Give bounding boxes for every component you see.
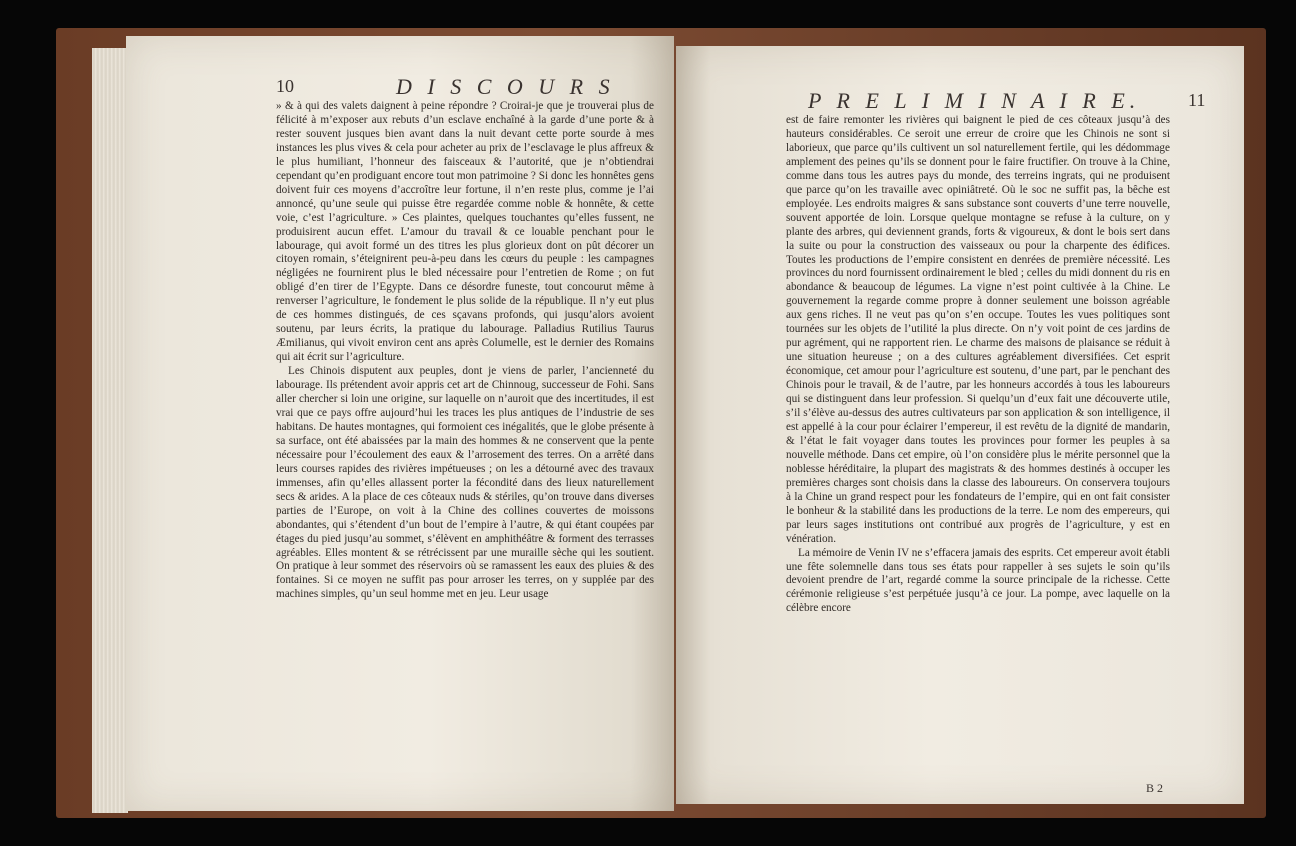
left-body-text xyxy=(276,100,654,602)
running-head: P R E L I M I N A I R E. xyxy=(808,88,1141,113)
signature-mark: B 2 xyxy=(1146,781,1164,795)
page-number: 11 xyxy=(1188,90,1206,110)
paragraph: La mémoire de Venin IV ne s’effacera jamais des esprits. Cet empereur avoit établi une fête solemnelle dans tous ses états pour rappeller à ses sujets le soin qu’ils devoient prendre de l’art, regardé comme la source principale de la richesse. Cette cérémonie religieuse s’est perpétuée jusqu’à ce jour. La pompe, avec laquelle on la célèbre encore xyxy=(786,546,1170,615)
page-number: 10 xyxy=(276,76,294,96)
paragraph: » & à qui des valets daignent à peine répondre ? Croirai-je que je trouverai plus de félicité à m’exposer aux rebuts d’un esclave enchaîné à la garde d’une porte & à rester souvent jusques bien avant dans la nuit devant cette porte sourde à mes instances les plus vives & cela pour acheter au prix de l’esclavage le plus affreux & le plus humiliant, l’honneur des faisceaux & l’autorité, que je n’obtiendrai cependant qu’en prodiguant encore tout mon patrimoine ? Si donc les honnêtes gens doivent fuir ces moyens d’accroître leur fortune, il n’en reste plus, comme je l’ai annoncé, qu’une seule qui puisse être regardée comme noble & honnête, & cette voie, c’est l’agriculture. » Ces plaintes, quelques touchantes qu’elles fussent, ne produisirent aucun effet. L’amour du travail & ce louable penchant pour le labourage, qui avoit formé un des titres les plus glorieux dont on pût décorer un citoyen romain, s’éteignirent peu-à-peu dans les cœurs du peuple : les campagnes négligées ne fournirent plus le bled nécessaire pour l’entretien de Rome ; on fut obligé d’en tirer de l’Egypte. Dans ce désordre funeste, tout concourut même à renverser l’agriculture, le fondement le plus solide de la république. Il n’y eut plus de ces hommes distingués, de ces sçavans profonds, qui jusqu’alors avoient soutenu, par leurs écrits, la pratique du labourage. Palladius Rutilius Taurus Æmilianus, qui vivoit environ cent ans après Columelle, est le dernier des Romains qui ait écrit sur l’agriculture. xyxy=(276,100,654,364)
right-page xyxy=(676,46,1244,804)
paragraph: Les Chinois disputent aux peuples, dont je viens de parler, l’ancienneté du labourage. Ils prétendent avoir appris cet art de Chinnoug, successeur de Fohi. Sans aller chercher si loin une origine, sur laquelle on n’auroit que des incertitudes, il est vrai que ce pays offre aujourd’hui les traces les plus antiques de l’industrie de ses habitans. De hautes montagnes, qui formoient ces inégalités, que le globe présente à sa surface, ont été abaissées par la main des hommes & ne conservent que la pente nécessaire pour l’écoulement des eaux & l’arrosement des terres. On a arrêté dans leurs courses rapides des rivières impétueuses ; on les a détourné avec des travaux immenses, afin qu’elles allassent porter la fécondité dans des lieux naturellement secs & arides. A la place de ces côteaux nuds & stériles, qu’on trouve dans diverses parties de l’Europe, on voit à la Chine des collines couvertes de moissons abondantes, qui s’étendent d’un bout de l’empire à l’autre, & qui étant coupées par étages du pied jusqu’au sommet, s’élèvent en amphithéâtre & forment des terrasses agréables. Elles montent & se rétrécissent par une muraille sèche qui les soutient. On pratique à leur sommet des réservoirs où se ramassent les eaux des pluies & des fontaines. Si ce moyen ne suffit pas pour arroser les terres, on y supplée par des machines simples, qu’un seul homme met en jeu. Leur usage xyxy=(276,365,654,601)
running-head: D I S C O U R S xyxy=(396,74,615,99)
left-page xyxy=(126,36,674,811)
paragraph: est de faire remonter les rivières qui baignent le pied de ces côteaux jusqu’à des hauteurs considérables. Ce seroit une erreur de croire que les Chinois ne sont si laborieux, que parce qu’ils cultivent un sol naturellement fertile, qui les dédommage amplement des peines qu’ils se donnent pour le faire fructifier. On trouve à la Chine, comme dans tous les autres pays du monde, des terreins ingrats, qui ne produisent que parce qu’on les travaille avec opiniâtreté. Où le soc ne suffit pas, la bêche est employée. Les endroits maigres & sans substance sont couverts d’une terre nouvelle, souvent apportée de loin. Lorsque quelque montagne se refuse à la culture, on y plante des arbres, qui deviennent grands, forts & vigoureux, & dont le bois sert dans la suite ou pour la construction des vaisseaux ou pour la charpente des édifices. Toutes les productions de l’empire consistent en denrées de première nécessité. Les provinces du nord fournissent ordinairement le bled ; celles du midi donnent du ris en abondance & beaucoup de légumes. La vigne n’est point cultivée à la Chine. Le gouvernement la regarde comme propre à donner seulement une boisson agréable aux gens riches. Il ne veut pas qu’on s’en occupe. Toutes les vues politiques sont tournées sur les objets de l’utilité la plus directe. On n’y voit point de ces jardins de pur agrément, qui ne rapportent rien. Le charme des maisons de plaisance se réduit à une situation heureuse ; on a des cultures agréablement diversifiées. Cet esprit économique, cet amour pour l’agriculture est soutenu, d’une part, par le penchant des Chinois pour le travail, & de l’autre, par les honneurs accordés à tous les laboureurs qui se distinguent dans leur profession. Si quelqu’un d’eux fait une découverte utile, s’il s’élève au-dessus des autres cultivateurs par son application & son intelligence, il est appellé à la cour pour éclairer l’empereur, il est revêtu de la dignité de mandarin, & l’état le fait voyager dans toutes les provinces pour former les peuples à sa nouvelle méthode. Dans cet empire, où l’on considère plus le mérite personnel que la noblesse héréditaire, la plupart des magistrats & des hommes destinés à occuper les premières charges sont choisis dans la classe des laboureurs. On conservera toujours à la Chine un grand respect pour les fondateurs de l’empire, qui en ont fait consister le bonheur & la stabilité dans les productions de la terre. Le nom des empereurs, qui par leurs sages institutions ont contribué aux progrès de l’agriculture, y est en vénération. xyxy=(786,114,1170,545)
page-edges xyxy=(92,48,128,813)
right-body-text xyxy=(786,114,1170,616)
